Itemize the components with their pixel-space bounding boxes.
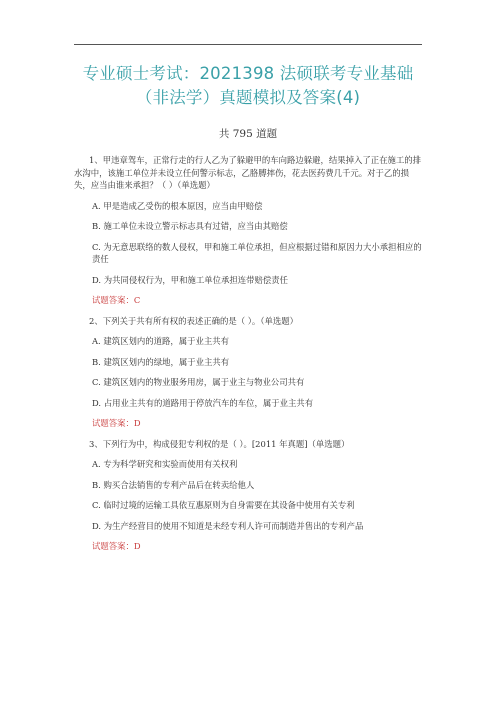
option-d: D. 为共同侵权行为，甲和施工单位承担连带赔偿责任 [92, 274, 288, 285]
page-title [60, 62, 436, 110]
title-line-1: 专业硕士考试：2021398 法硕联考专业基础 [82, 64, 414, 83]
option-b: B. 购买合法销售的专利产品后在转卖给他人 [92, 479, 255, 490]
answer-text: 试题答案：D [92, 418, 141, 428]
option-b: B. 施工单位未设立警示标志具有过错，应当由其赔偿 [92, 221, 288, 231]
answer-text: 试题答案：D [92, 541, 141, 551]
question-stem: 3、下列行为中，构成侵犯专利权的是（ ）。[2011 年真题]（单选题） [89, 438, 350, 449]
question-count: 共 795 道题 [218, 128, 278, 140]
option-a: A. 甲是造成乙受伤的根本原因，应当由甲赔偿 [92, 200, 263, 211]
top-rule [74, 44, 422, 45]
question-list [74, 154, 422, 561]
option-a: A. 建筑区划内的道路，属于业主共有 [92, 336, 229, 346]
question-stem: 2、下列关于共有所有权的表述正确的是（ ）。（单选题） [89, 315, 298, 326]
question-stem: 1、甲违章驾车，正常行走的行人乙为了躲避甲的车向路边躲避，结果掉入了正在施工的排水沟中，该施工单位并未设立任何警示标志，乙胳膊摔伤，花去医药费几千元。对于乙的损失，应当由谁来承担？（ ）（单选题） [74, 155, 421, 190]
option-c: C. 建筑区划内的物业服务用房，属于业主与物业公司共有 [92, 377, 305, 387]
option-c: C. 为无意思联络的数人侵权，甲和施工单位承担，但应根据过错和原因力大小承担相应的责任 [92, 241, 422, 264]
option-d: D. 占用业主共有的道路用于停放汽车的车位，属于业主共有 [92, 397, 314, 408]
option-d: D. 为生产经营目的使用不知道是未经专利人许可而制造并售出的专利产品 [92, 520, 364, 531]
title-line-2: （非法学）真题模拟及答案(4) [135, 88, 361, 107]
option-c: C. 临时过境的运输工具依互惠原则为自身需要在其设备中使用有关专利 [92, 500, 355, 510]
answer-text: 试题答案：C [92, 295, 141, 305]
option-a: A. 专为科学研究和实验而使用有关权利 [92, 459, 238, 469]
option-b: B. 建筑区划内的绿地，属于业主共有 [92, 356, 230, 367]
